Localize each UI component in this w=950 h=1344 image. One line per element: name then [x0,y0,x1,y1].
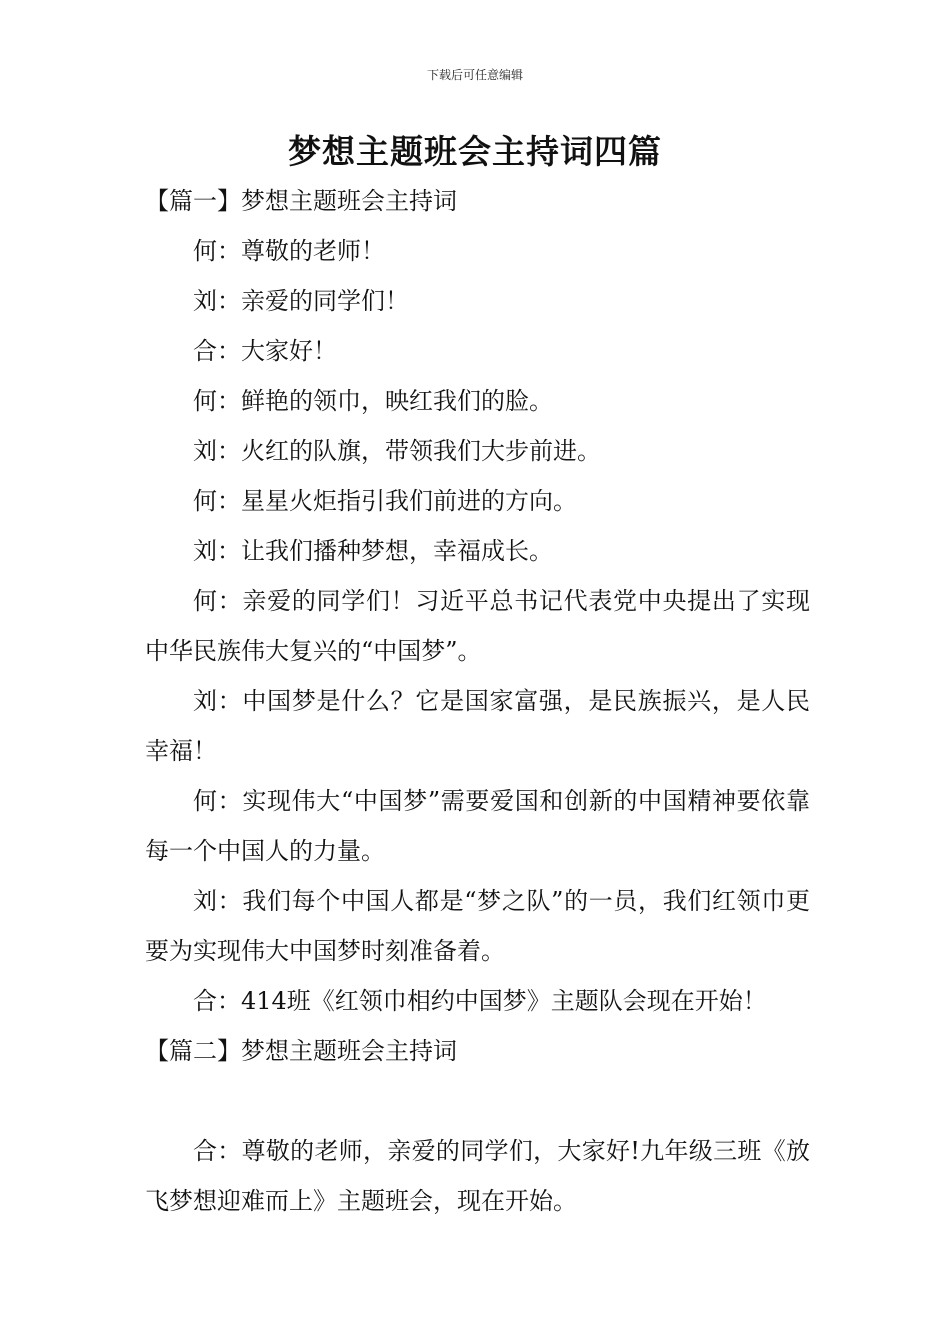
paragraph: 刘：我们每个中国人都是“梦之队”的一员，我们红领巾更要为实现伟大中国梦时刻准备着。 [145,887,810,965]
paragraph: 合：尊敬的老师，亲爱的同学们，大家好!九年级三班《放飞梦想迎难而上》主题班会，现在开始。 [145,1137,810,1215]
paragraph: 合：414班《红领巾相约中国梦》主题队会现在开始！ [193,987,767,1015]
paragraph: 刘：火红的队旗，带领我们大步前进。 [193,437,601,465]
paragraph: 合：大家好！ [193,337,337,365]
header-note: 下载后可任意编辑 [426,68,523,82]
paragraph: 何：尊敬的老师！ [193,237,385,265]
paragraph: 何：鲜艳的领巾，映红我们的脸。 [193,387,553,415]
blank-line [145,1076,810,1126]
paragraph: 何：实现伟大“中国梦”需要爱国和创新的中国精神要依靠每一个中国人的力量。 [145,787,810,865]
section-heading-1: 【篇一】梦想主题班会主持词 [145,187,457,215]
document-body [145,176,810,1226]
section-heading-2: 【篇二】梦想主题班会主持词 [145,1037,457,1065]
paragraph: 刘：中国梦是什么？它是国家富强，是民族振兴，是人民幸福！ [145,687,810,765]
paragraph: 刘：亲爱的同学们！ [193,287,409,315]
document-title: 梦想主题班会主持词四篇 [288,132,662,171]
paragraph: 何：亲爱的同学们！习近平总书记代表党中央提出了实现中华民族伟大复兴的“中国梦”。 [145,587,810,665]
paragraph: 何：星星火炬指引我们前进的方向。 [193,487,577,515]
paragraph: 刘：让我们播种梦想，幸福成长。 [193,537,553,565]
